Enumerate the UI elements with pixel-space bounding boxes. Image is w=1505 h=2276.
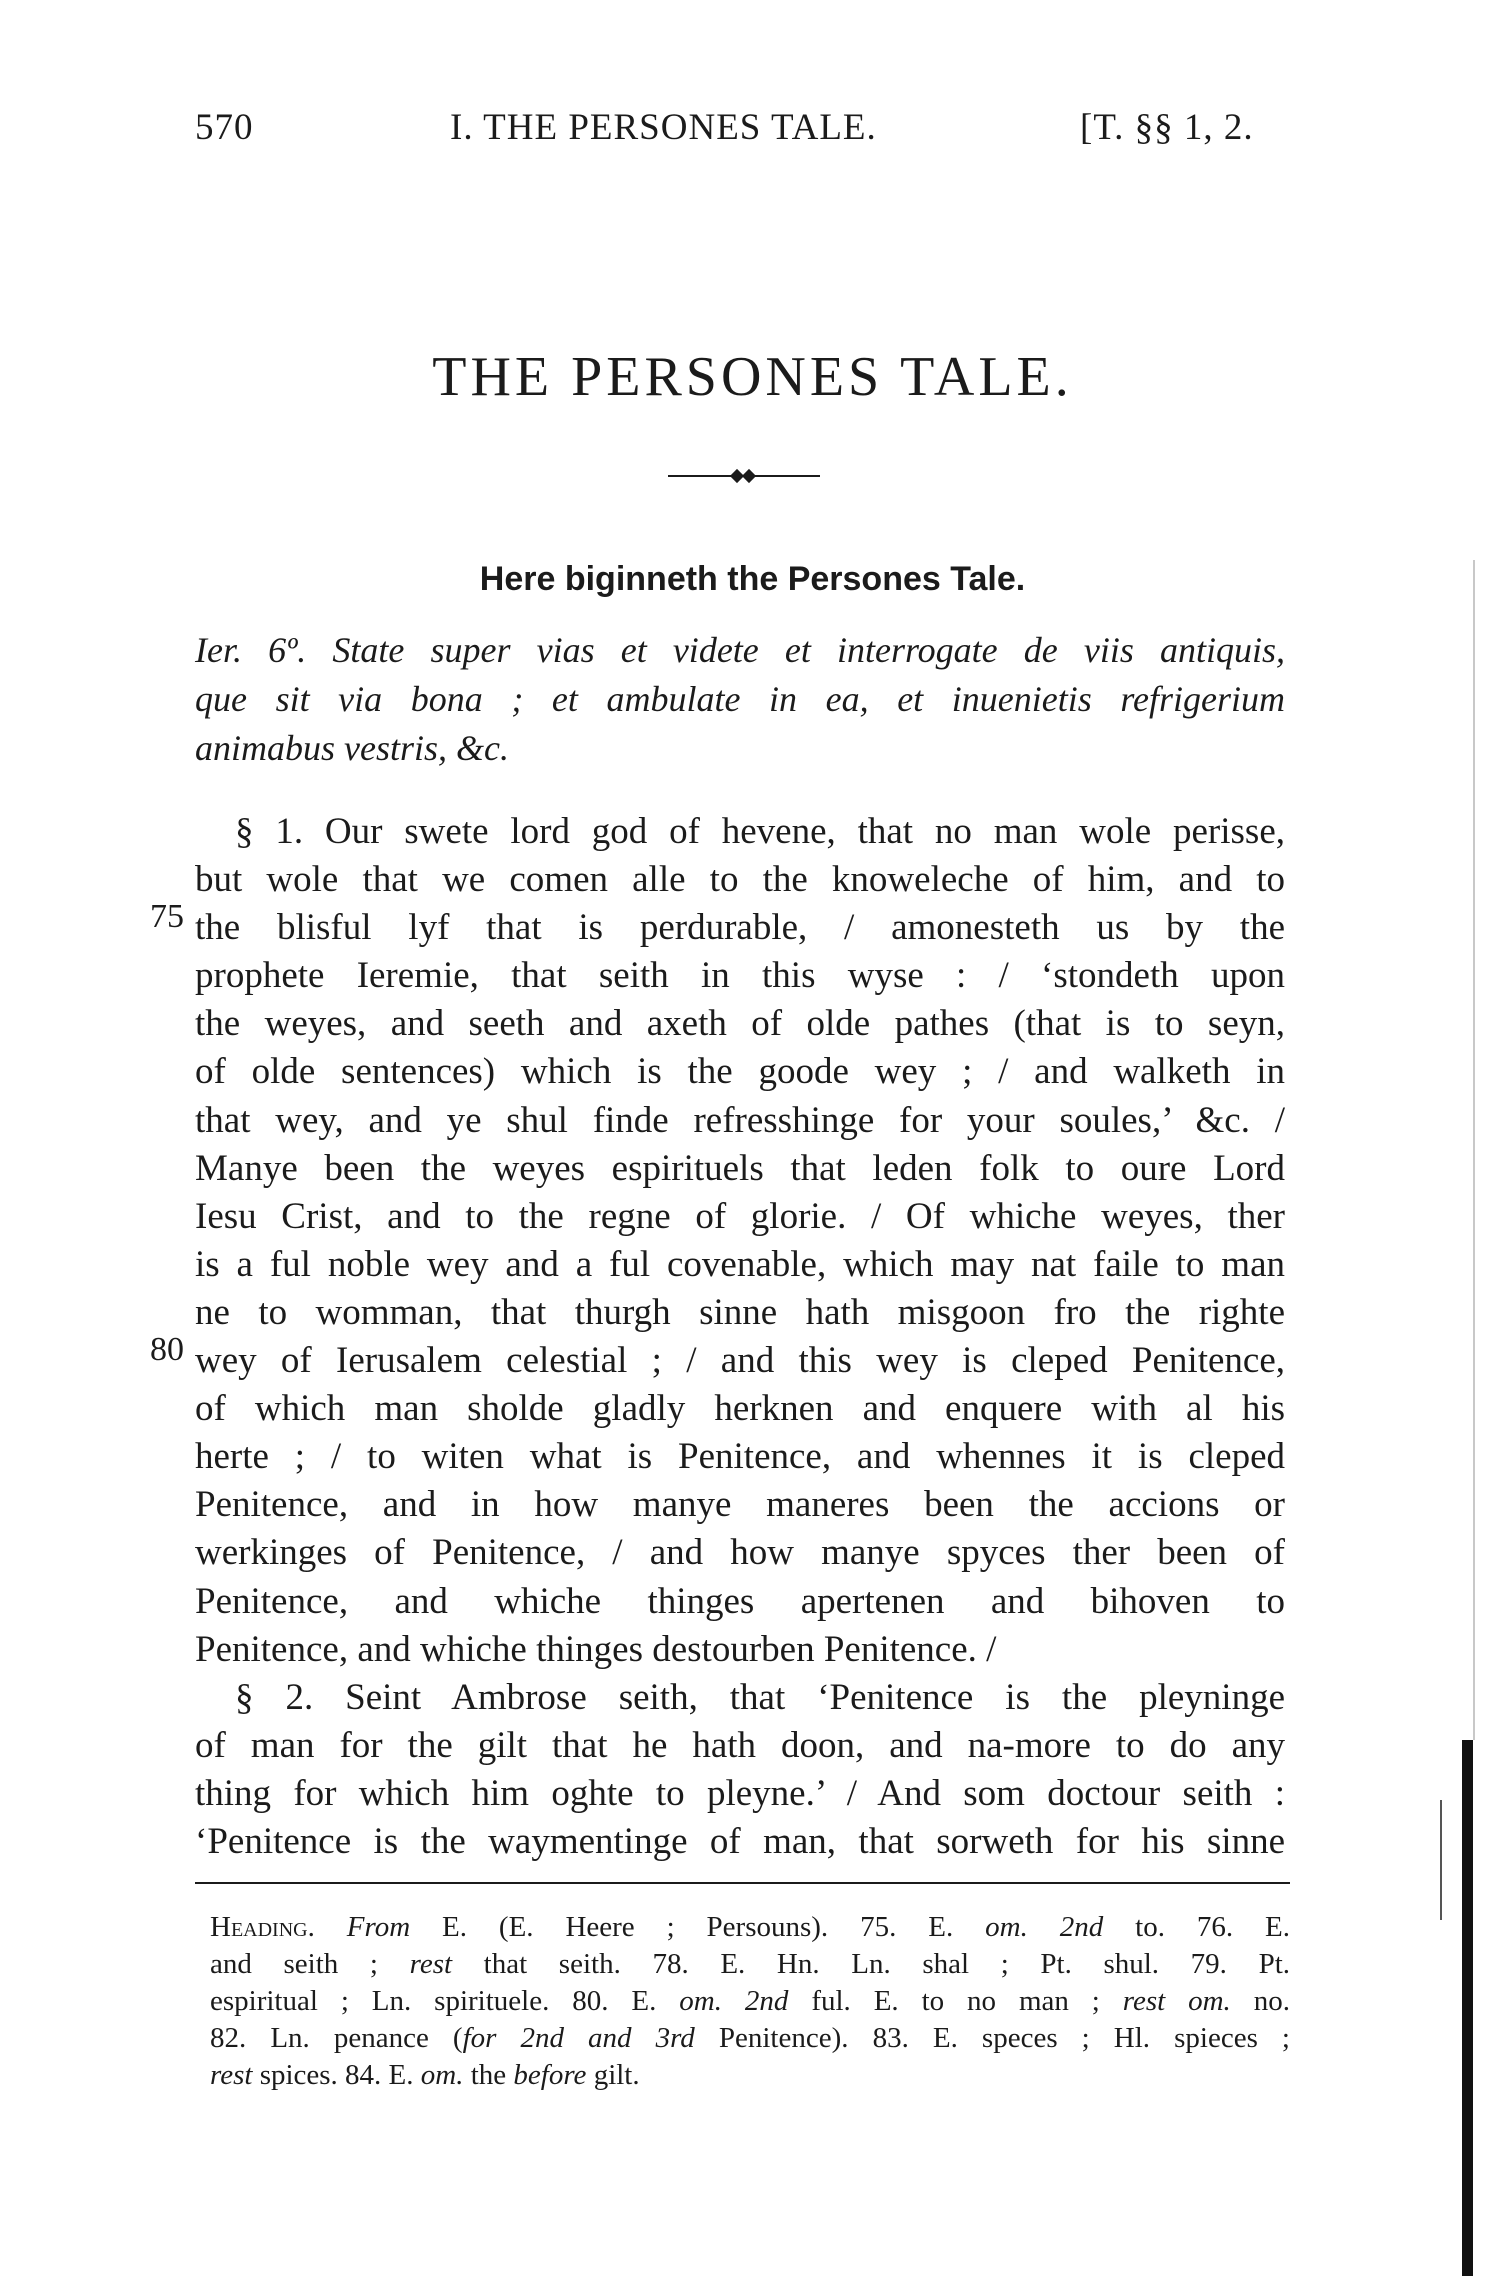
body-line: of which man sholde gladly herknen and enquere with al his xyxy=(195,1388,1285,1430)
scan-edge-bar xyxy=(1462,1740,1473,2276)
body-line: the blisful lyf that is perdurable, / amonesteth us by the xyxy=(195,907,1285,949)
epigraph-line: animabus vestris, &c. xyxy=(195,728,509,768)
note-text: and seith ; xyxy=(210,1948,410,1980)
epigraph-line: que sit via bona ; et ambulate in ea, et inuenietis refrigerium xyxy=(195,679,1285,719)
note-text: to. 76. E. xyxy=(1103,1911,1291,1943)
note-text: gilt. xyxy=(586,2059,640,2091)
body-line: thing for which him oghte to pleyne.’ / And som doctour seith : xyxy=(195,1772,1285,1814)
body-line: of man for the gilt that he hath doon, and na-more to do any xyxy=(195,1724,1285,1766)
note-text: the xyxy=(463,2059,514,2091)
epigraph xyxy=(195,626,1285,773)
note-italic: From xyxy=(346,1911,411,1943)
note-line xyxy=(210,1909,1290,1946)
body-line: the weyes, and seeth and axeth of olde pathes (that is to seyn, xyxy=(195,1003,1285,1045)
note-text: spices. 84. E. xyxy=(252,2059,421,2091)
body-line: § 1. Our swete lord god of hevene, that no man wole perisse, xyxy=(235,811,1285,852)
note-italic: rest xyxy=(409,1948,453,1980)
footnote-rule xyxy=(195,1882,1290,1884)
body-line: is a ful noble wey and a ful covenable, which may nat faile to man xyxy=(195,1243,1285,1285)
ornament-divider xyxy=(668,470,820,482)
note-italic: for 2nd and 3rd xyxy=(462,2022,695,2054)
note-text: ful. E. to no man ; xyxy=(788,1985,1123,2017)
epigraph-line: Ier. 6º. State super vias et videte et interrogate de viis antiquis, xyxy=(195,630,1285,670)
body-line: that wey, and ye shul finde refresshinge for your soules,’ &c. / xyxy=(195,1099,1285,1141)
body-line: herte ; / to witen what is Penitence, and whennes it is cleped xyxy=(195,1436,1285,1478)
note-text: 82. Ln. penance ( xyxy=(210,2022,463,2054)
note-text: no. xyxy=(1230,1985,1290,2017)
ornament-diamond xyxy=(742,469,756,483)
textual-notes xyxy=(210,1909,1290,2094)
section-reference: [T. §§ 1, 2. xyxy=(1080,107,1254,148)
scan-edge-mark xyxy=(1440,1800,1442,1920)
note-line xyxy=(210,1946,1290,1983)
note-line xyxy=(210,2020,1290,2057)
note-text: that seith. 78. E. Hn. Ln. shal ; Pt. shul. 79. Pt. xyxy=(452,1948,1290,1980)
note-italic: before xyxy=(513,2059,587,2091)
body-text xyxy=(195,808,1285,1866)
body-line: ne to womman, that thurgh sinne hath misgoon fro the righte xyxy=(195,1291,1285,1333)
body-line: prophete Ieremie, that seith in this wyse : / ‘stondeth upon xyxy=(195,955,1285,997)
body-line: Penitence, and in how manye maneres been the accions or xyxy=(195,1484,1285,1526)
note-italic: om. 2nd xyxy=(679,1985,789,2017)
page-number: 570 xyxy=(195,107,254,148)
body-line: Iesu Crist, and to the regne of glorie. / Of whiche weyes, ther xyxy=(195,1195,1285,1237)
note-italic: rest xyxy=(210,2059,253,2091)
tale-title: THE PERSONES TALE. xyxy=(432,346,1073,408)
body-line: but wole that we comen alle to the knoweleche of him, and to xyxy=(195,859,1285,901)
note-text: espiritual ; Ln. spirituele. 80. E. xyxy=(210,1985,680,2017)
body-line: § 2. Seint Ambrose seith, that ‘Penitence is the pleyninge xyxy=(235,1676,1285,1718)
running-title: I. THE PERSONES TALE. xyxy=(450,107,877,148)
line-number-80: 80 xyxy=(150,1331,184,1368)
note-line xyxy=(210,1983,1290,2020)
body-line: Penitence, and whiche thinges apertenen and bihoven to xyxy=(195,1580,1285,1622)
scan-edge-shadow xyxy=(1473,560,1475,1740)
incipit: Here biginneth the Persones Tale. xyxy=(479,560,1026,598)
body-line: Manye been the weyes espirituels that leden folk to oure Lord xyxy=(195,1147,1285,1189)
body-line: wey of Ierusalem celestial ; / and this wey is cleped Penitence, xyxy=(195,1340,1285,1382)
body-line: werkinges of Penitence, / and how manye spyces ther been of xyxy=(195,1532,1285,1574)
body-line: Penitence, and whiche thinges destourben Penitence. / xyxy=(195,1628,997,1670)
line-number-75: 75 xyxy=(150,898,184,935)
body-line: ‘Penitence is the waymentinge of man, that sorweth for his sinne xyxy=(195,1820,1285,1862)
running-head xyxy=(0,106,1505,156)
body-line: of olde sentences) which is the goode wey ; / and walketh in xyxy=(195,1051,1285,1093)
note-text: E. (E. Heere ; Persouns). 75. E. xyxy=(410,1911,986,1943)
note-text: Penitence). 83. E. speces ; Hl. spieces ; xyxy=(694,2022,1290,2054)
note-italic: om. 2nd xyxy=(985,1911,1104,1943)
note-italic: rest om. xyxy=(1122,1985,1231,2017)
note-heading-label: Heading. xyxy=(210,1911,315,1943)
note-italic: om. xyxy=(420,2059,464,2091)
note-line xyxy=(210,2057,1290,2094)
